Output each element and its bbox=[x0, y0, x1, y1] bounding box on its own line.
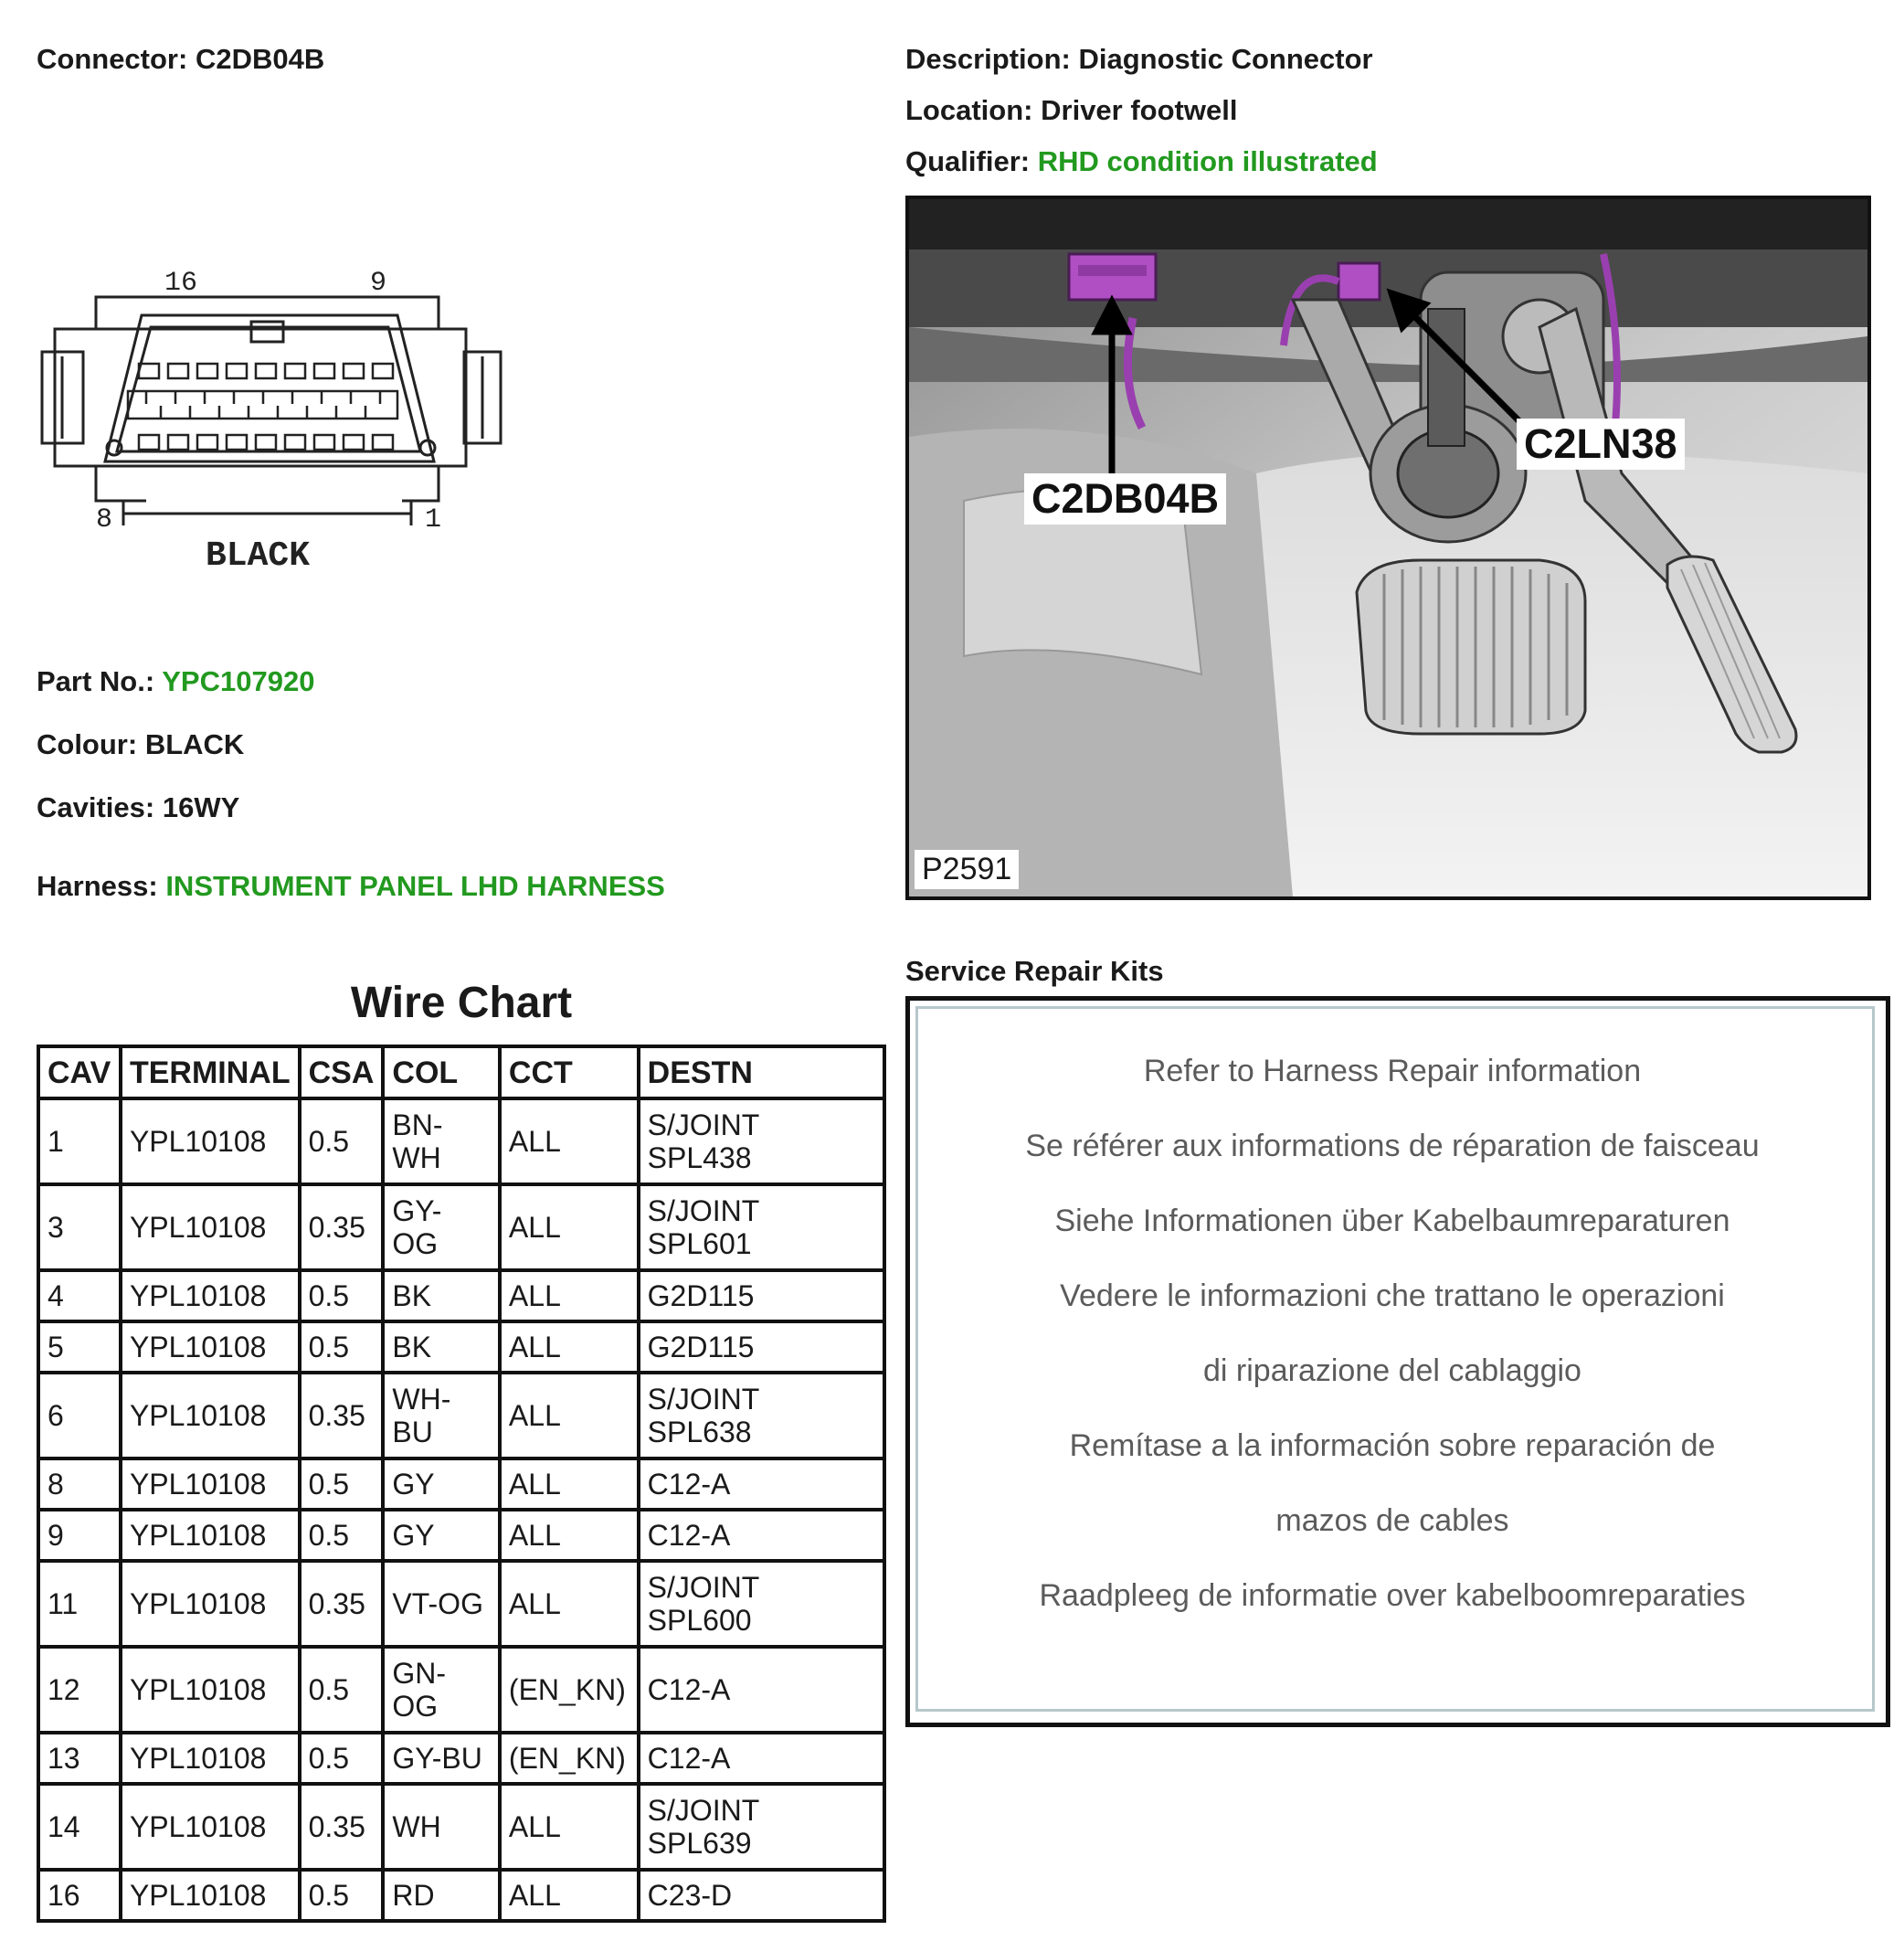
table-row bbox=[38, 1270, 884, 1321]
photo-figure-id: P2591 bbox=[915, 850, 1019, 889]
cell-destn: G2D115 bbox=[639, 1321, 884, 1373]
cell-cav: 12 bbox=[38, 1647, 121, 1733]
qualifier-label: Qualifier: bbox=[905, 145, 1031, 177]
cell-cav: 16 bbox=[38, 1870, 121, 1921]
cell-cav: 13 bbox=[38, 1733, 121, 1784]
pin-16-label: 16 bbox=[164, 268, 198, 299]
cell-csa: 0.5 bbox=[300, 1270, 384, 1321]
pin-8-label: 8 bbox=[96, 504, 113, 536]
location-line bbox=[905, 94, 1237, 127]
cell-csa: 0.5 bbox=[300, 1647, 384, 1733]
cell-csa: 0.35 bbox=[300, 1184, 384, 1270]
description-value: Diagnostic Connector bbox=[1078, 43, 1373, 75]
cell-destn: C12-A bbox=[639, 1510, 884, 1561]
wire-chart-table bbox=[37, 1045, 886, 1923]
cell-csa: 0.35 bbox=[300, 1561, 384, 1647]
connector-value: C2DB04B bbox=[195, 43, 325, 75]
table-row bbox=[38, 1647, 884, 1733]
service-kits-line: Vedere le informazioni che trattano le operazioni bbox=[1060, 1278, 1725, 1313]
cell-cct: (EN_KN) bbox=[500, 1733, 639, 1784]
part-label: Part No.: bbox=[37, 665, 155, 697]
col-header-terminal: TERMINAL bbox=[121, 1046, 300, 1098]
qualifier-value: RHD condition illustrated bbox=[1037, 145, 1378, 177]
connector-face-diagram bbox=[37, 256, 512, 585]
location-value: Driver footwell bbox=[1041, 94, 1238, 126]
cell-destn: G2D115 bbox=[639, 1270, 884, 1321]
cell-terminal: YPL10108 bbox=[121, 1510, 300, 1561]
photo-callout-c2ln38: C2LN38 bbox=[1517, 419, 1685, 470]
colour-value: BLACK bbox=[144, 728, 245, 760]
col-header-destn: DESTN bbox=[639, 1046, 884, 1098]
table-row bbox=[38, 1098, 884, 1184]
cell-col: WH bbox=[383, 1784, 500, 1870]
pin-9-label: 9 bbox=[370, 268, 387, 299]
table-row bbox=[38, 1561, 884, 1647]
cell-cct: ALL bbox=[500, 1561, 639, 1647]
cell-destn: C12-A bbox=[639, 1458, 884, 1510]
cell-cct: ALL bbox=[500, 1098, 639, 1184]
cavities-value: 16WY bbox=[162, 791, 240, 823]
cell-cav: 8 bbox=[38, 1458, 121, 1510]
cell-destn: C12-A bbox=[639, 1733, 884, 1784]
pin-1-label: 1 bbox=[425, 504, 442, 536]
description-label: Description: bbox=[905, 43, 1071, 75]
cell-cav: 6 bbox=[38, 1373, 121, 1458]
cell-terminal: YPL10108 bbox=[121, 1733, 300, 1784]
service-kits-line: Remítase a la información sobre reparación de bbox=[1069, 1428, 1716, 1463]
cell-cav: 14 bbox=[38, 1784, 121, 1870]
cell-destn: S/JOINT SPL601 bbox=[639, 1184, 884, 1270]
cell-terminal: YPL10108 bbox=[121, 1098, 300, 1184]
location-label: Location: bbox=[905, 94, 1033, 126]
cell-csa: 0.5 bbox=[300, 1321, 384, 1373]
cell-col: BK bbox=[383, 1321, 500, 1373]
service-kits-line: Raadpleeg de informatie over kabelboomreparaties bbox=[1039, 1578, 1746, 1613]
cell-col: GY bbox=[383, 1510, 500, 1561]
cell-cct: ALL bbox=[500, 1870, 639, 1921]
col-header-cct: CCT bbox=[500, 1046, 639, 1098]
cell-destn: S/JOINT SPL438 bbox=[639, 1098, 884, 1184]
cell-destn: S/JOINT SPL639 bbox=[639, 1784, 884, 1870]
cell-cav: 1 bbox=[38, 1098, 121, 1184]
cell-terminal: YPL10108 bbox=[121, 1321, 300, 1373]
cell-cct: ALL bbox=[500, 1270, 639, 1321]
service-kits-line: Siehe Informationen über Kabelbaumreparaturen bbox=[1054, 1204, 1730, 1238]
cell-cav: 11 bbox=[38, 1561, 121, 1647]
cell-destn: C12-A bbox=[639, 1647, 884, 1733]
cell-cav: 9 bbox=[38, 1510, 121, 1561]
table-row bbox=[38, 1321, 884, 1373]
connector-line bbox=[37, 43, 324, 76]
cell-destn: S/JOINT SPL600 bbox=[639, 1561, 884, 1647]
service-kits-title: Service Repair Kits bbox=[905, 955, 1164, 987]
cell-csa: 0.5 bbox=[300, 1510, 384, 1561]
cell-cct: ALL bbox=[500, 1510, 639, 1561]
cell-col: WH- BU bbox=[383, 1373, 500, 1458]
cell-terminal: YPL10108 bbox=[121, 1373, 300, 1458]
cell-col: BN- WH bbox=[383, 1098, 500, 1184]
service-kits-line: mazos de cables bbox=[1275, 1503, 1509, 1538]
cell-terminal: YPL10108 bbox=[121, 1458, 300, 1510]
cell-col: GN- OG bbox=[383, 1647, 500, 1733]
table-row bbox=[38, 1510, 884, 1561]
qualifier-line bbox=[905, 145, 1378, 178]
location-photo bbox=[905, 196, 1871, 900]
col-header-csa: CSA bbox=[300, 1046, 384, 1098]
cell-csa: 0.5 bbox=[300, 1458, 384, 1510]
table-row bbox=[38, 1184, 884, 1270]
cell-col: BK bbox=[383, 1270, 500, 1321]
cell-csa: 0.5 bbox=[300, 1733, 384, 1784]
cell-terminal: YPL10108 bbox=[121, 1270, 300, 1321]
cell-cav: 3 bbox=[38, 1184, 121, 1270]
cell-terminal: YPL10108 bbox=[121, 1784, 300, 1870]
part-value: YPC107920 bbox=[162, 665, 315, 697]
cell-cct: ALL bbox=[500, 1784, 639, 1870]
description-line bbox=[905, 43, 1373, 76]
cell-csa: 0.5 bbox=[300, 1870, 384, 1921]
cell-destn: C23-D bbox=[639, 1870, 884, 1921]
cell-cct: ALL bbox=[500, 1373, 639, 1458]
cell-col: VT-OG bbox=[383, 1561, 500, 1647]
cell-col: RD bbox=[383, 1870, 500, 1921]
cavities-label: Cavities: bbox=[37, 791, 155, 823]
wire-chart-title: Wire Chart bbox=[350, 979, 573, 1027]
harness-line bbox=[37, 870, 665, 903]
harness-label: Harness: bbox=[37, 870, 158, 902]
cell-cav: 5 bbox=[38, 1321, 121, 1373]
cell-col: GY-BU bbox=[383, 1733, 500, 1784]
part-line bbox=[37, 665, 314, 698]
table-row bbox=[38, 1373, 884, 1458]
footwell-illustration bbox=[909, 199, 1867, 896]
wire-chart-header-row bbox=[38, 1046, 884, 1098]
cell-cct: ALL bbox=[500, 1458, 639, 1510]
cell-terminal: YPL10108 bbox=[121, 1647, 300, 1733]
table-row bbox=[38, 1870, 884, 1921]
cell-csa: 0.35 bbox=[300, 1784, 384, 1870]
table-row bbox=[38, 1458, 884, 1510]
cell-csa: 0.5 bbox=[300, 1098, 384, 1184]
table-row bbox=[38, 1733, 884, 1784]
cavities-line bbox=[37, 791, 239, 824]
cell-cav: 4 bbox=[38, 1270, 121, 1321]
harness-value: INSTRUMENT PANEL LHD HARNESS bbox=[165, 870, 665, 902]
cell-cct: ALL bbox=[500, 1321, 639, 1373]
cell-cct: (EN_KN) bbox=[500, 1647, 639, 1733]
connector-label: Connector: bbox=[37, 43, 188, 75]
cell-terminal: YPL10108 bbox=[121, 1184, 300, 1270]
colour-label: Colour: bbox=[37, 728, 138, 760]
cell-csa: 0.35 bbox=[300, 1373, 384, 1458]
service-kits-line: di riparazione del cablaggio bbox=[1203, 1353, 1581, 1388]
connector-colour-text: BLACK bbox=[206, 536, 311, 576]
service-kits-line: Se référer aux informations de réparation de faisceau bbox=[1025, 1129, 1760, 1163]
cell-cct: ALL bbox=[500, 1184, 639, 1270]
service-kits-line: Refer to Harness Repair information bbox=[1143, 1054, 1642, 1088]
cell-terminal: YPL10108 bbox=[121, 1870, 300, 1921]
cell-terminal: YPL10108 bbox=[121, 1561, 300, 1647]
cell-col: GY- OG bbox=[383, 1184, 500, 1270]
col-header-cav: CAV bbox=[38, 1046, 121, 1098]
col-header-col: COL bbox=[383, 1046, 500, 1098]
colour-line bbox=[37, 728, 244, 761]
cell-destn: S/JOINT SPL638 bbox=[639, 1373, 884, 1458]
cell-col: GY bbox=[383, 1458, 500, 1510]
photo-callout-c2db04b: C2DB04B bbox=[1024, 473, 1226, 525]
table-row bbox=[38, 1784, 884, 1870]
